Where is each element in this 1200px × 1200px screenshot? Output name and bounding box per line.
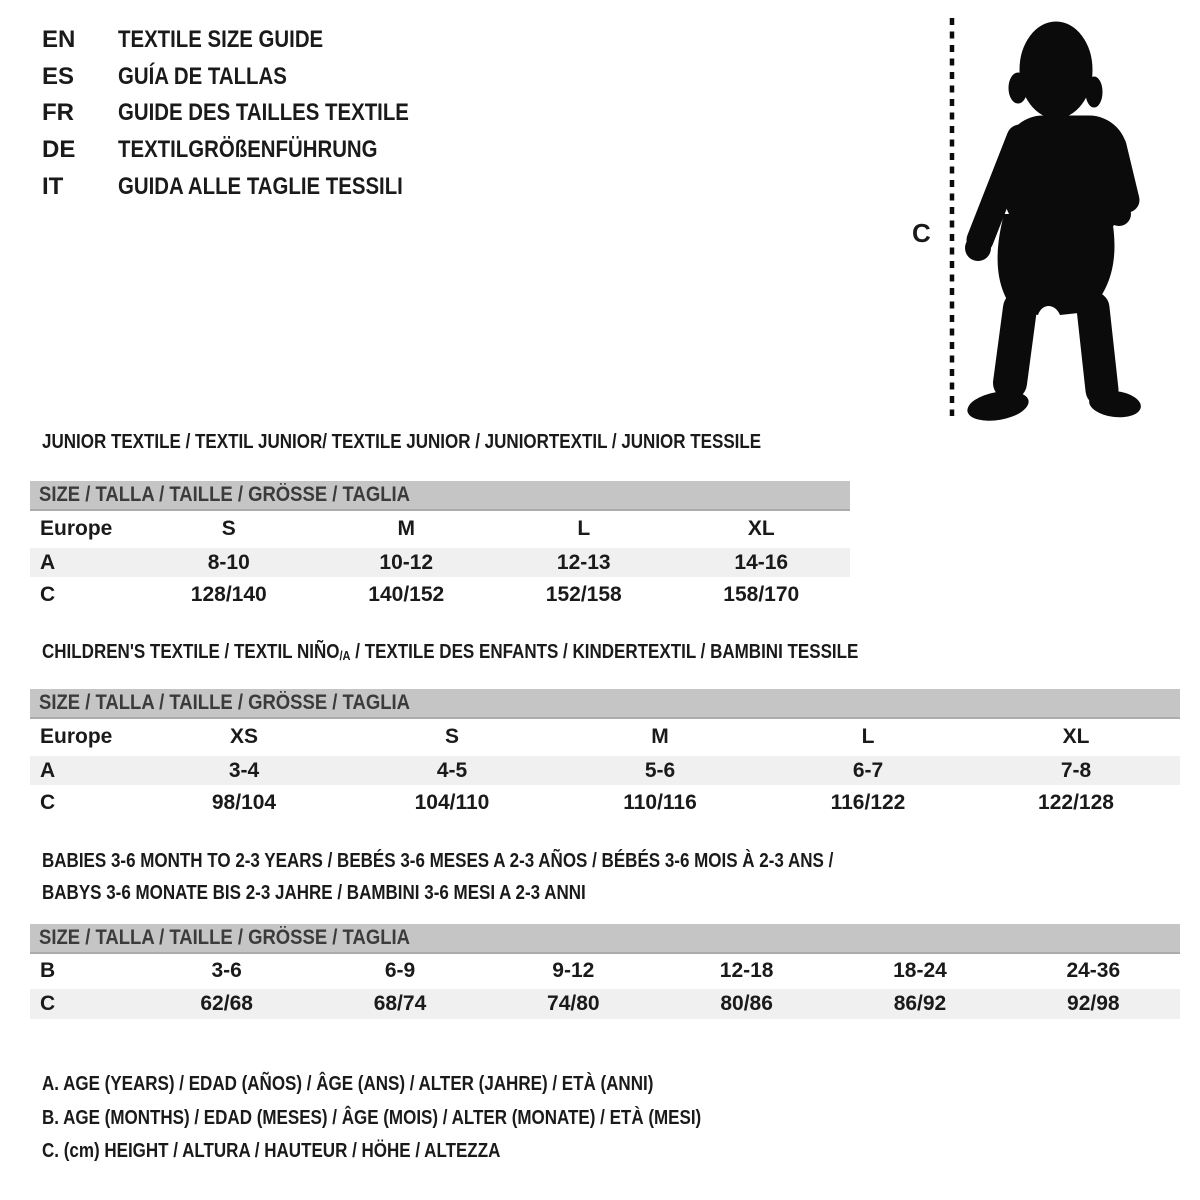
size-header-bar: SIZE / TALLA / TAILLE / GRÖSSE / TAGLIA <box>30 924 1180 954</box>
junior-size-table <box>30 481 850 610</box>
size-cell: S <box>444 724 459 748</box>
language-title: GUIDE DES TAILLES TEXTILE <box>118 99 409 127</box>
age-cell: 24-36 <box>1066 958 1121 982</box>
height-cell: 122/128 <box>1038 790 1114 814</box>
language-code: FR <box>42 99 74 127</box>
age-cell: 4-5 <box>436 758 468 782</box>
table-row-europe <box>30 719 1180 754</box>
language-row-es <box>42 59 460 96</box>
size-cell: L <box>861 724 875 748</box>
size-cell: L <box>577 516 591 540</box>
language-code: IT <box>42 172 64 200</box>
height-cell: 92/98 <box>1067 992 1120 1015</box>
height-cell: 128/140 <box>190 582 267 606</box>
table-row-europe <box>30 511 850 546</box>
children-size-table <box>30 689 1180 818</box>
row-label: A <box>40 550 56 574</box>
table-row-age-years <box>30 756 1180 785</box>
row-label: C <box>40 790 56 814</box>
language-row-en <box>42 22 460 59</box>
row-label: Europe <box>40 724 113 748</box>
size-cell: XL <box>747 516 775 540</box>
language-header <box>42 22 460 205</box>
age-cell: 5-6 <box>644 758 676 782</box>
language-title: GUÍA DE TALLAS <box>118 62 287 90</box>
table-row-age-months <box>30 954 1180 987</box>
section-title-children: CHILDREN'S TEXTILE / TEXTIL NIÑO/A / TEXTILE DES ENFANTS / KINDERTEXTIL / BAMBINI TESSILE <box>42 641 859 663</box>
height-cell: 152/158 <box>545 582 622 606</box>
table-row-age-years <box>30 548 850 577</box>
height-cell: 62/68 <box>200 992 253 1015</box>
footnote-c: C. (cm) HEIGHT / ALTURA / HAUTEUR / HÖHE / ALTEZZA <box>42 1140 501 1163</box>
height-cell: 116/122 <box>830 790 906 814</box>
age-cell: 12-13 <box>556 550 611 574</box>
baby-silhouette <box>965 22 1142 422</box>
size-cell: XS <box>229 724 258 748</box>
language-row-de <box>42 132 460 169</box>
language-code: EN <box>42 26 76 54</box>
age-cell: 3-4 <box>228 758 260 782</box>
height-cell: 110/116 <box>623 790 697 814</box>
height-cell: 80/86 <box>720 992 773 1015</box>
size-cell: XL <box>1062 724 1090 748</box>
height-measure-label: C <box>912 218 931 248</box>
language-code: DE <box>42 136 76 164</box>
footnote-a: A. AGE (YEARS) / EDAD (AÑOS) / ÂGE (ANS) / ALTER (JAHRE) / ETÀ (ANNI) <box>42 1073 654 1096</box>
height-cell: 86/92 <box>893 992 947 1015</box>
row-label: C <box>40 992 56 1015</box>
language-title: TEXTILE SIZE GUIDE <box>118 26 324 54</box>
age-cell: 7-8 <box>1060 758 1092 782</box>
height-cell: 158/170 <box>723 582 800 606</box>
row-label: B <box>40 958 56 982</box>
age-cell: 6-9 <box>384 958 416 982</box>
size-header-bar: SIZE / TALLA / TAILLE / GRÖSSE / TAGLIA <box>30 481 850 511</box>
age-cell: 12-18 <box>719 958 774 982</box>
height-cell: 74/80 <box>547 992 600 1015</box>
language-title: TEXTILGRÖßENFÜHRUNG <box>118 136 378 164</box>
language-row-fr <box>42 95 460 132</box>
table-row-height-cm <box>30 989 1180 1019</box>
age-cell: 18-24 <box>893 958 947 982</box>
size-cell: S <box>221 516 236 540</box>
row-label: A <box>40 758 56 782</box>
size-header-bar: SIZE / TALLA / TAILLE / GRÖSSE / TAGLIA <box>30 689 1180 719</box>
height-cell: 104/110 <box>414 790 490 814</box>
babies-size-table <box>30 924 1180 1019</box>
nino-a-subscript: /A <box>339 648 351 663</box>
legend-footnotes <box>42 1068 818 1169</box>
age-cell: 10-12 <box>379 550 434 574</box>
language-row-it <box>42 168 460 205</box>
row-label: Europe <box>40 516 113 540</box>
age-cell: 3-6 <box>211 958 242 982</box>
baby-silhouette-figure <box>938 8 1150 422</box>
row-label: C <box>40 582 56 606</box>
section-title-babies-line2: BABYS 3-6 MONATE BIS 2-3 JAHRE / BAMBINI 3-6 MESI A 2-3 ANNI <box>42 882 586 904</box>
language-title: GUIDA ALLE TAGLIE TESSILI <box>118 172 403 200</box>
age-cell: 8-10 <box>207 550 250 574</box>
table-row-height-cm <box>30 579 850 610</box>
height-cell: 140/152 <box>368 582 445 606</box>
age-cell: 9-12 <box>552 958 595 982</box>
section-title-babies-line1: BABIES 3-6 MONTH TO 2-3 YEARS / BEBÉS 3-6 MESES A 2-3 AÑOS / BÉBÉS 3-6 MOIS À 2-3 ANS / <box>42 850 834 872</box>
language-code: ES <box>42 62 75 90</box>
table-row-height-cm <box>30 787 1180 818</box>
size-cell: M <box>651 724 669 748</box>
size-cell: M <box>397 516 415 540</box>
height-cell: 98/104 <box>211 790 277 814</box>
age-cell: 14-16 <box>734 550 789 574</box>
footnote-b: B. AGE (MONTHS) / EDAD (MESES) / ÂGE (MOIS) / ALTER (MONATE) / ETÀ (MESI) <box>42 1106 702 1129</box>
height-cell: 68/74 <box>373 992 427 1015</box>
age-cell: 6-7 <box>852 758 884 782</box>
section-title-junior: JUNIOR TEXTILE / TEXTIL JUNIOR/ TEXTILE JUNIOR / JUNIORTEXTIL / JUNIOR TESSILE <box>42 431 762 453</box>
